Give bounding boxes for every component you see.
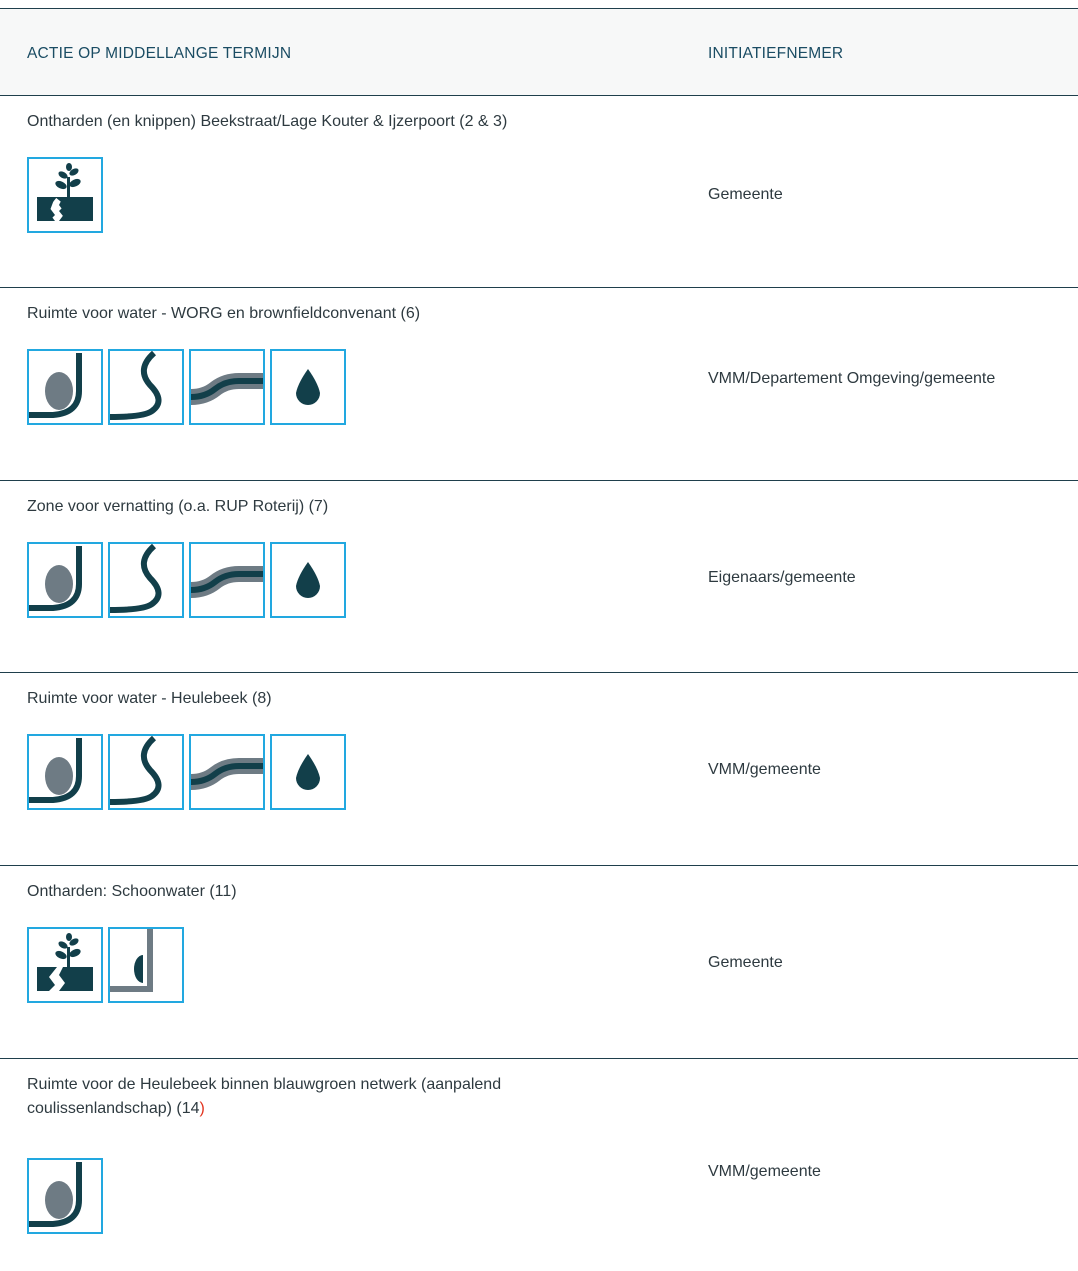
water-drop-icon [270,734,346,810]
channel-widening-icon [189,349,265,425]
floodplain-icon [27,734,103,810]
meander-icon [108,349,184,425]
measure-icons [27,927,184,1003]
actions-table [0,8,1078,1271]
table-row [0,96,1078,288]
action-title: Ontharden: Schoonwater (11) [27,883,237,900]
table-row [0,1059,1078,1271]
floodplain-icon [27,349,103,425]
table-header [0,8,1078,96]
action-title: Zone voor vernatting (o.a. RUP Roterij) (7) [27,498,329,515]
channel-widening-icon [189,542,265,618]
action-title-red-paren: ) [199,1100,205,1117]
water-drop-icon [270,349,346,425]
action-title: Ruimte voor water - WORG en brownfieldconvenant (6) [27,305,421,322]
initiator-value: VMM/gemeente [708,1163,821,1180]
measure-icons [27,1158,103,1234]
header-initiator-column: INITIATIEFNEMER [708,45,844,62]
meander-icon [108,734,184,810]
table-row [0,481,1078,673]
floodplain-icon [27,542,103,618]
initiator-value: Gemeente [708,954,783,971]
initiator-value: Eigenaars/gemeente [708,569,856,586]
wall-buffer-icon [108,927,184,1003]
initiator-value: VMM/gemeente [708,761,821,778]
header-action-column: ACTIE OP MIDDELLANGE TERMIJN [27,45,292,62]
measure-icons [27,542,346,618]
initiator-value: VMM/Departement Omgeving/gemeente [708,370,996,387]
measure-icons [27,349,346,425]
measure-icons [27,734,346,810]
table-row [0,673,1078,866]
action-title-text: Ruimte voor de Heulebeek binnen blauwgroen netwerk (aanpalend coulissenlandschap) (14 [27,1076,502,1117]
table-row [0,288,1078,481]
action-title: Ontharden (en knippen) Beekstraat/Lage Kouter & Ijzerpoort (2 & 3) [27,113,508,130]
action-title [27,1073,647,1121]
initiator-value: Gemeente [708,186,783,203]
measure-icons [27,157,103,233]
table-row [0,866,1078,1059]
action-title: Ruimte voor water - Heulebeek (8) [27,690,272,707]
floodplain-icon [27,1158,103,1234]
channel-widening-icon [189,734,265,810]
unsealing-icon [27,927,103,1003]
water-drop-icon [270,542,346,618]
unsealing-icon [27,157,103,233]
meander-icon [108,542,184,618]
